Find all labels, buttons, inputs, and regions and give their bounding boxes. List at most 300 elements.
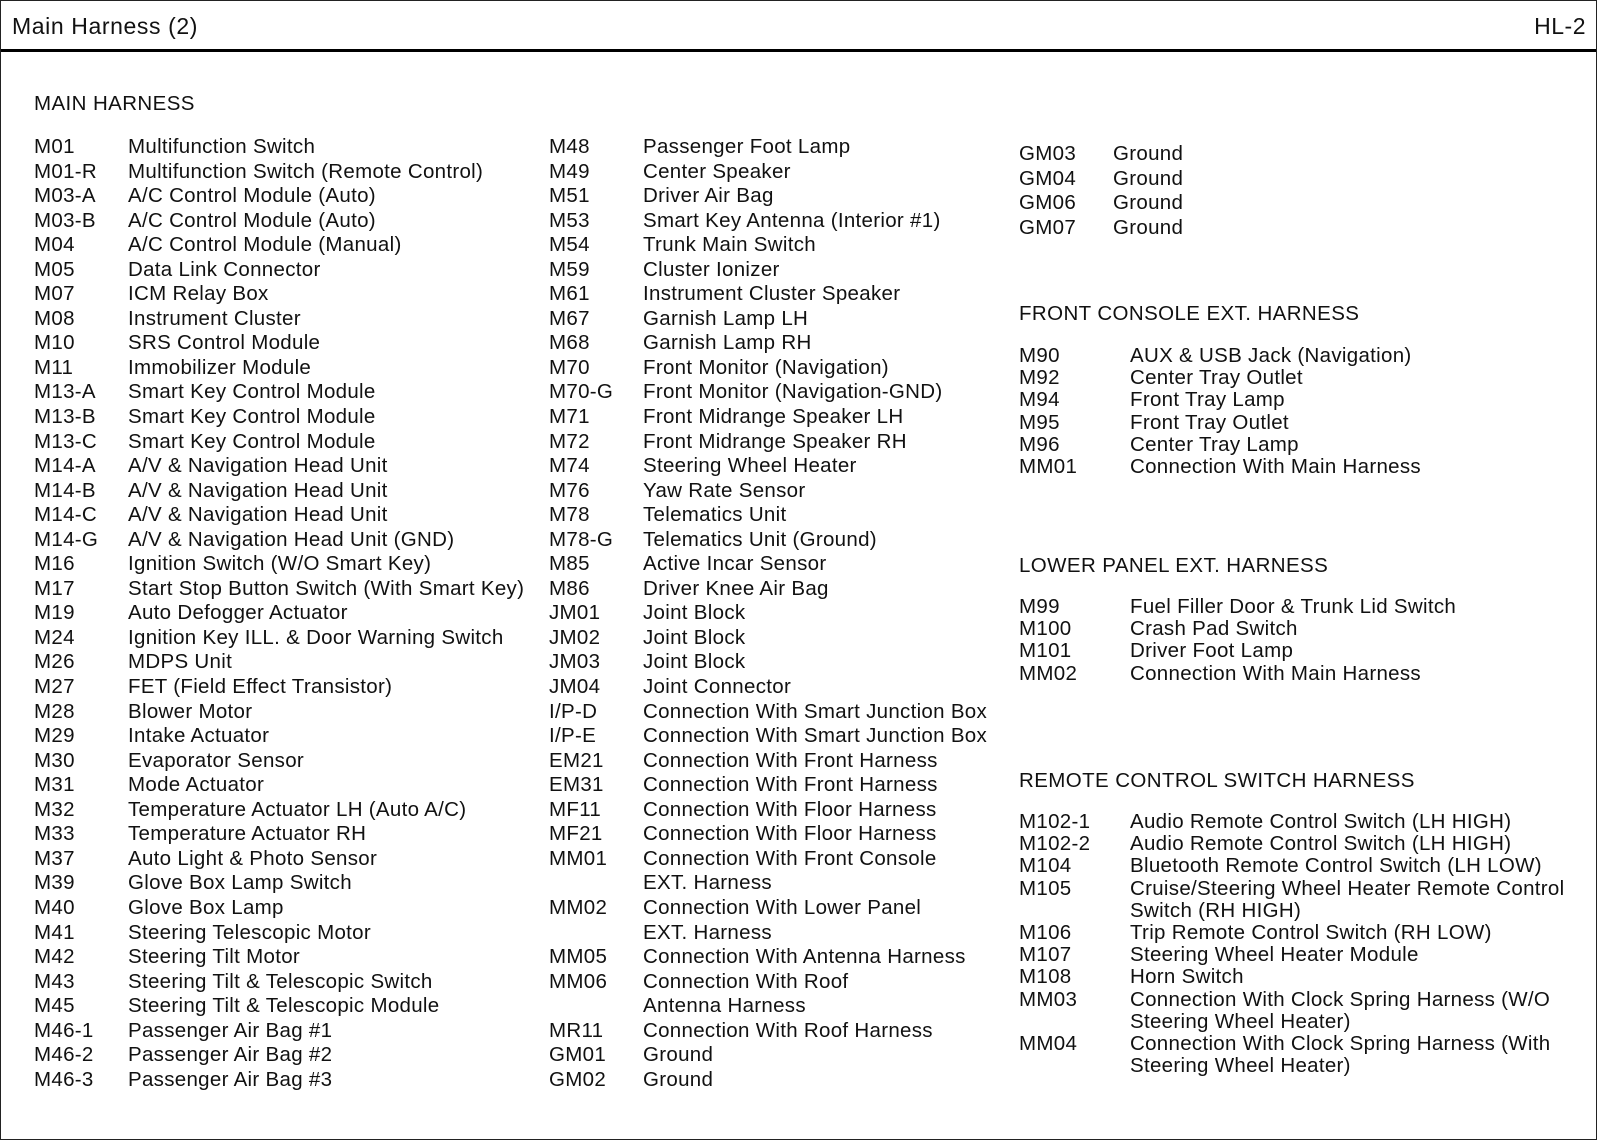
connector-code: M29: [34, 724, 75, 748]
connector-code: M107: [1019, 943, 1072, 967]
connector-row: [34, 970, 544, 995]
connector-code: M94: [1019, 388, 1060, 412]
connector-row: [549, 945, 1011, 970]
connector-code: M37: [34, 846, 75, 870]
connector-code: M43: [34, 969, 75, 993]
connector-description: Auto Defogger Actuator: [128, 601, 348, 625]
connector-description: Connection With Front Console: [643, 846, 937, 870]
connector-description: Temperature Actuator LH (Auto A/C): [128, 797, 467, 821]
connector-description: Blower Motor: [128, 699, 253, 723]
connector-row: [549, 773, 1011, 798]
connector-description: Center Speaker: [643, 159, 791, 183]
connector-code: M13-C: [34, 429, 98, 453]
connector-row: [34, 626, 544, 651]
connector-code: M102-2: [1019, 832, 1091, 856]
connector-row: [34, 331, 544, 356]
connector-row: [34, 380, 544, 405]
connector-description: Steering Tilt Motor: [128, 945, 301, 969]
connector-description: Antenna Harness: [643, 994, 806, 1018]
connector-code: JM01: [549, 601, 601, 625]
section-title-main-harness: MAIN HARNESS: [34, 92, 195, 115]
connector-code: M33: [34, 822, 75, 846]
connector-description: Connection With Floor Harness: [643, 822, 937, 846]
connector-row: [1019, 456, 1579, 478]
connector-description: Steering Tilt & Telescopic Switch: [128, 969, 433, 993]
connector-description: Telematics Unit: [643, 503, 787, 527]
connector-row: [549, 528, 1011, 553]
lower-panel-list: [1019, 596, 1579, 685]
connector-row: [549, 282, 1011, 307]
connector-code: M99: [1019, 595, 1060, 618]
connector-row: [549, 233, 1011, 258]
connector-code: M31: [34, 773, 75, 797]
connector-code: JM04: [549, 675, 601, 699]
connector-row: [34, 577, 544, 602]
connector-row: [1019, 989, 1579, 1033]
connector-code: M28: [34, 699, 75, 723]
connector-code: M72: [549, 429, 590, 453]
connector-description: Center Tray Lamp: [1130, 432, 1299, 456]
connector-description: A/V & Navigation Head Unit: [128, 478, 388, 502]
connector-code: M51: [549, 184, 590, 208]
connector-code: GM04: [1019, 166, 1077, 190]
connector-row: [549, 405, 1011, 430]
connector-row: [34, 356, 544, 381]
front-console-list: [1019, 345, 1579, 478]
connector-description: Multifunction Switch (Remote Control): [128, 159, 484, 183]
connector-description: Front Monitor (Navigation): [643, 355, 889, 379]
connector-code: M102-1: [1019, 810, 1091, 833]
connector-row: [1019, 855, 1579, 877]
connector-row: [34, 798, 544, 823]
connector-row: [549, 430, 1011, 455]
connector-code: M86: [549, 576, 590, 600]
connector-row: [34, 847, 544, 872]
connector-code: M108: [1019, 965, 1072, 989]
connector-description: Trunk Main Switch: [643, 233, 816, 257]
connector-description: A/C Control Module (Manual): [128, 233, 402, 257]
connector-code: MR11: [549, 1018, 604, 1042]
connector-description: Steering Telescopic Motor: [128, 920, 371, 944]
connector-code: M101: [1019, 639, 1072, 663]
connector-code: M48: [549, 135, 590, 158]
connector-row: [549, 970, 1011, 995]
connector-code: [549, 871, 643, 896]
main-harness-column-1: [34, 135, 544, 1092]
connector-description: SRS Control Module: [128, 331, 321, 355]
connector-row: [549, 135, 1011, 160]
connector-description: Passenger Air Bag #2: [128, 1043, 333, 1067]
connector-description: Connection With Roof: [643, 969, 849, 993]
connector-description: Auto Light & Photo Sensor: [128, 846, 378, 870]
page-code: HL-2: [1534, 13, 1586, 39]
connector-row: [34, 405, 544, 430]
connector-row: [549, 380, 1011, 405]
connector-code: M68: [549, 331, 590, 355]
connector-description: Audio Remote Control Switch (LH HIGH): [1130, 832, 1512, 856]
connector-row: [1019, 833, 1579, 855]
connector-row: [549, 503, 1011, 528]
connector-description: Connection With Clock Spring Harness (With Steering Wheel Heater): [1130, 1032, 1551, 1078]
connector-code: M71: [549, 405, 590, 429]
connector-code: M70: [549, 355, 590, 379]
connector-row: [34, 552, 544, 577]
connector-description: Ground: [1113, 142, 1184, 165]
connector-description: MDPS Unit: [128, 650, 233, 674]
section-title-lower-panel: LOWER PANEL EXT. HARNESS: [1019, 554, 1329, 577]
connector-description: Front Tray Lamp: [1130, 388, 1285, 412]
connector-description: Garnish Lamp RH: [643, 331, 812, 355]
connector-code: MM02: [1019, 661, 1078, 685]
connector-row: [1019, 345, 1579, 367]
connector-code: M90: [1019, 344, 1060, 367]
connector-description: Connection With Clock Spring Harness (W/O Steering Wheel Heater): [1130, 987, 1551, 1033]
connector-description: Passenger Air Bag #1: [128, 1018, 333, 1042]
connector-description: FET (Field Effect Transistor): [128, 675, 393, 699]
connector-code: M13-B: [34, 405, 96, 429]
connector-description: EXT. Harness: [643, 871, 772, 895]
connector-row: [34, 773, 544, 798]
connector-code: MM04: [1019, 1032, 1078, 1056]
connector-code: [549, 994, 643, 1019]
connector-description: A/C Control Module (Auto): [128, 184, 376, 208]
connector-row: [549, 675, 1011, 700]
connector-code: M04: [34, 233, 75, 257]
connector-description: Smart Key Control Module: [128, 405, 376, 429]
connector-description: Trip Remote Control Switch (RH LOW): [1130, 921, 1492, 945]
connector-code: M08: [34, 306, 75, 330]
connector-description: Ground: [643, 1067, 714, 1091]
connector-code: M14-C: [34, 503, 98, 527]
connector-description: Yaw Rate Sensor: [643, 478, 806, 502]
connector-code: GM01: [549, 1043, 607, 1067]
connector-row-continuation: [549, 871, 1011, 896]
connector-description: Ground: [1113, 215, 1184, 239]
connector-description: Connection With Main Harness: [1130, 455, 1421, 479]
connector-code: GM03: [1019, 142, 1077, 165]
connector-row: [34, 503, 544, 528]
connector-description: Ground: [643, 1043, 714, 1067]
connector-row: [549, 479, 1011, 504]
connector-row: [1019, 167, 1319, 192]
connector-code: M16: [34, 552, 75, 576]
connector-code: M70-G: [549, 380, 614, 404]
connector-code: I/P-E: [549, 724, 597, 748]
connector-code: M100: [1019, 617, 1072, 641]
connector-code: MF11: [549, 797, 602, 821]
connector-description: A/V & Navigation Head Unit: [128, 503, 388, 527]
connector-row: [34, 675, 544, 700]
connector-code: MM01: [549, 846, 608, 870]
connector-row: [549, 601, 1011, 626]
connector-code: MM01: [1019, 455, 1078, 479]
connector-description: Glove Box Lamp Switch: [128, 871, 352, 895]
connector-code: M10: [34, 331, 75, 355]
connector-row: [34, 135, 544, 160]
connector-description: Steering Tilt & Telescopic Module: [128, 994, 440, 1018]
connector-row: [34, 921, 544, 946]
connector-description: Joint Block: [643, 601, 746, 625]
connector-code: M14-A: [34, 454, 96, 478]
connector-description: Bluetooth Remote Control Switch (LH LOW): [1130, 854, 1542, 878]
connector-code: M14-B: [34, 478, 96, 502]
connector-row: [1019, 191, 1319, 216]
connector-code: M85: [549, 552, 590, 576]
connector-row: [549, 307, 1011, 332]
connector-row: [34, 160, 544, 185]
connector-code: M05: [34, 257, 75, 281]
connector-description: Start Stop Button Switch (With Smart Key): [128, 576, 525, 600]
connector-code: MM05: [549, 945, 608, 969]
connector-description: Crash Pad Switch: [1130, 617, 1298, 641]
connector-description: AUX & USB Jack (Navigation): [1130, 344, 1412, 367]
connector-row: [1019, 811, 1579, 833]
connector-description: ICM Relay Box: [128, 282, 269, 306]
connector-row: [1019, 367, 1579, 389]
connector-code: M39: [34, 871, 75, 895]
connector-code: M105: [1019, 876, 1072, 900]
connector-description: Cluster Ionizer: [643, 257, 780, 281]
connector-row: [34, 749, 544, 774]
connector-description: Temperature Actuator RH: [128, 822, 367, 846]
remote-control-list: [1019, 811, 1579, 1077]
connector-description: Audio Remote Control Switch (LH HIGH): [1130, 810, 1512, 833]
connector-description: EXT. Harness: [643, 920, 772, 944]
connector-description: A/V & Navigation Head Unit (GND): [128, 527, 455, 551]
connector-row: [34, 896, 544, 921]
connector-row: [34, 479, 544, 504]
connector-row: [1019, 216, 1319, 241]
connector-row: [34, 528, 544, 553]
connector-row: [549, 822, 1011, 847]
connector-code: EM21: [549, 748, 604, 772]
connector-description: Driver Air Bag: [643, 184, 774, 208]
connector-description: Smart Key Control Module: [128, 380, 376, 404]
connector-code: M01-R: [34, 159, 98, 183]
connector-description: Passenger Foot Lamp: [643, 135, 851, 158]
connector-description: Ground: [1113, 166, 1184, 190]
connector-code: JM03: [549, 650, 601, 674]
connector-code: GM02: [549, 1067, 607, 1091]
connector-code: MM02: [549, 895, 608, 919]
connector-code: M13-A: [34, 380, 96, 404]
connector-description: Fuel Filler Door & Trunk Lid Switch: [1130, 595, 1457, 618]
section-title-front-console: FRONT CONSOLE EXT. HARNESS: [1019, 302, 1360, 325]
connector-description: Evaporator Sensor: [128, 748, 305, 772]
connector-description: Front Midrange Speaker RH: [643, 429, 907, 453]
connector-row: [34, 430, 544, 455]
connector-row: [34, 945, 544, 970]
connector-description: Front Tray Outlet: [1130, 410, 1289, 434]
connector-description: Connection With Front Harness: [643, 773, 938, 797]
connector-description: Immobilizer Module: [128, 355, 312, 379]
connector-description: Glove Box Lamp: [128, 895, 284, 919]
connector-row-continuation: [549, 921, 1011, 946]
connector-row: [549, 331, 1011, 356]
connector-row: [1019, 944, 1579, 966]
connector-description: Intake Actuator: [128, 724, 270, 748]
connector-code: M46-3: [34, 1067, 94, 1091]
main-harness-column-2: [549, 135, 1011, 1092]
connector-code: M07: [34, 282, 75, 306]
connector-description: Front Monitor (Navigation-GND): [643, 380, 943, 404]
connector-code: M49: [549, 159, 590, 183]
connector-row: [549, 160, 1011, 185]
connector-description: Data Link Connector: [128, 257, 321, 281]
connector-description: Instrument Cluster Speaker: [643, 282, 901, 306]
connector-code: EM31: [549, 773, 604, 797]
connector-code: M74: [549, 454, 590, 478]
section-title-remote-control: REMOTE CONTROL SWITCH HARNESS: [1019, 769, 1415, 792]
connector-description: Ignition Key ILL. & Door Warning Switch: [128, 625, 504, 649]
connector-row: [1019, 922, 1579, 944]
connector-code: M92: [1019, 366, 1060, 390]
connector-row: [34, 233, 544, 258]
connector-row: [549, 552, 1011, 577]
connector-row: [34, 994, 544, 1019]
connector-code: M59: [549, 257, 590, 281]
connector-row: [1019, 434, 1579, 456]
connector-code: M30: [34, 748, 75, 772]
connector-code: M78-G: [549, 527, 614, 551]
connector-row: [1019, 412, 1579, 434]
connector-row: [549, 1019, 1011, 1044]
connector-row: [34, 1068, 544, 1093]
connector-row: [34, 822, 544, 847]
connector-code: M32: [34, 797, 75, 821]
connector-code: M27: [34, 675, 75, 699]
connector-code: M53: [549, 208, 590, 232]
connector-row: [549, 356, 1011, 381]
connector-row: [1019, 618, 1579, 640]
connector-description: Smart Key Antenna (Interior #1): [643, 208, 941, 232]
connector-description: Multifunction Switch: [128, 135, 316, 158]
page-title: Main Harness (2): [12, 13, 198, 39]
connector-row: [34, 307, 544, 332]
connector-code: M45: [34, 994, 75, 1018]
connector-row: [34, 258, 544, 283]
connector-code: M46-1: [34, 1018, 94, 1042]
connector-description: Driver Foot Lamp: [1130, 639, 1294, 663]
connector-description: Connection With Roof Harness: [643, 1018, 933, 1042]
connector-row: [549, 847, 1011, 872]
connector-code: M46-2: [34, 1043, 94, 1067]
connector-row: [1019, 389, 1579, 411]
connector-row: [1019, 640, 1579, 662]
connector-row: [1019, 663, 1579, 685]
connector-row: [549, 626, 1011, 651]
connector-row: [549, 724, 1011, 749]
connector-row: [1019, 878, 1579, 922]
connector-code: M76: [549, 478, 590, 502]
connector-code: M41: [34, 920, 75, 944]
connector-row-continuation: [549, 994, 1011, 1019]
connector-row: [34, 282, 544, 307]
connector-row: [1019, 142, 1319, 167]
connector-description: Ground: [1113, 191, 1184, 214]
connector-row: [549, 650, 1011, 675]
connector-code: M01: [34, 135, 75, 158]
connector-description: Garnish Lamp LH: [643, 306, 809, 330]
connector-row: [549, 1068, 1011, 1093]
connector-row: [34, 1043, 544, 1068]
connector-row: [549, 258, 1011, 283]
connector-row: [549, 798, 1011, 823]
connector-description: Connection With Main Harness: [1130, 661, 1421, 685]
connector-row: [34, 724, 544, 749]
connector-row: [549, 896, 1011, 921]
connector-code: M95: [1019, 410, 1060, 434]
connector-code: [549, 921, 643, 946]
connector-code: MF21: [549, 822, 603, 846]
connector-description: Cruise/Steering Wheel Heater Remote Control Switch (RH HIGH): [1130, 876, 1565, 922]
connector-row: [549, 209, 1011, 234]
connector-row: [34, 871, 544, 896]
connector-description: Connection With Lower Panel: [643, 895, 922, 919]
connector-code: M96: [1019, 432, 1060, 456]
connector-code: M67: [549, 306, 590, 330]
connector-code: JM02: [549, 625, 601, 649]
connector-description: Instrument Cluster: [128, 306, 301, 330]
connector-code: M54: [549, 233, 590, 257]
connector-row: [34, 454, 544, 479]
connector-description: Joint Connector: [643, 675, 792, 699]
connector-description: Connection With Smart Junction Box: [643, 699, 988, 723]
connector-code: M61: [549, 282, 590, 306]
connector-description: Steering Wheel Heater: [643, 454, 857, 478]
connector-row: [549, 454, 1011, 479]
connector-code: GM07: [1019, 215, 1077, 239]
connector-row: [549, 184, 1011, 209]
connector-description: Smart Key Control Module: [128, 429, 376, 453]
connector-code: M78: [549, 503, 590, 527]
connector-code: MM06: [549, 969, 608, 993]
header-divider: [1, 49, 1596, 52]
connector-description: Ignition Switch (W/O Smart Key): [128, 552, 432, 576]
connector-row: [34, 700, 544, 725]
connector-row: [1019, 596, 1579, 618]
connector-description: A/V & Navigation Head Unit: [128, 454, 388, 478]
connector-code: M42: [34, 945, 75, 969]
connector-code: M26: [34, 650, 75, 674]
connector-row: [549, 577, 1011, 602]
connector-description: Driver Knee Air Bag: [643, 576, 829, 600]
connector-row: [549, 700, 1011, 725]
connector-row: [549, 1043, 1011, 1068]
connector-description: A/C Control Module (Auto): [128, 208, 376, 232]
connector-description: Connection With Front Harness: [643, 748, 938, 772]
connector-row: [1019, 1033, 1579, 1077]
connector-description: Connection With Smart Junction Box: [643, 724, 988, 748]
connector-description: Steering Wheel Heater Module: [1130, 943, 1419, 967]
connector-code: GM06: [1019, 191, 1077, 214]
connector-row: [34, 1019, 544, 1044]
connector-code: M17: [34, 576, 75, 600]
connector-description: Active Incar Sensor: [643, 552, 827, 576]
connector-code: M19: [34, 601, 75, 625]
connector-code: M03-A: [34, 184, 96, 208]
connector-row: [34, 650, 544, 675]
connector-description: Front Midrange Speaker LH: [643, 405, 904, 429]
connector-description: Connection With Antenna Harness: [643, 945, 966, 969]
connector-code: M104: [1019, 854, 1072, 878]
connector-code: M14-G: [34, 527, 99, 551]
connector-description: Joint Block: [643, 650, 746, 674]
connector-description: Connection With Floor Harness: [643, 797, 937, 821]
connector-description: Passenger Air Bag #3: [128, 1067, 333, 1091]
connector-description: Joint Block: [643, 625, 746, 649]
connector-code: M106: [1019, 921, 1072, 945]
